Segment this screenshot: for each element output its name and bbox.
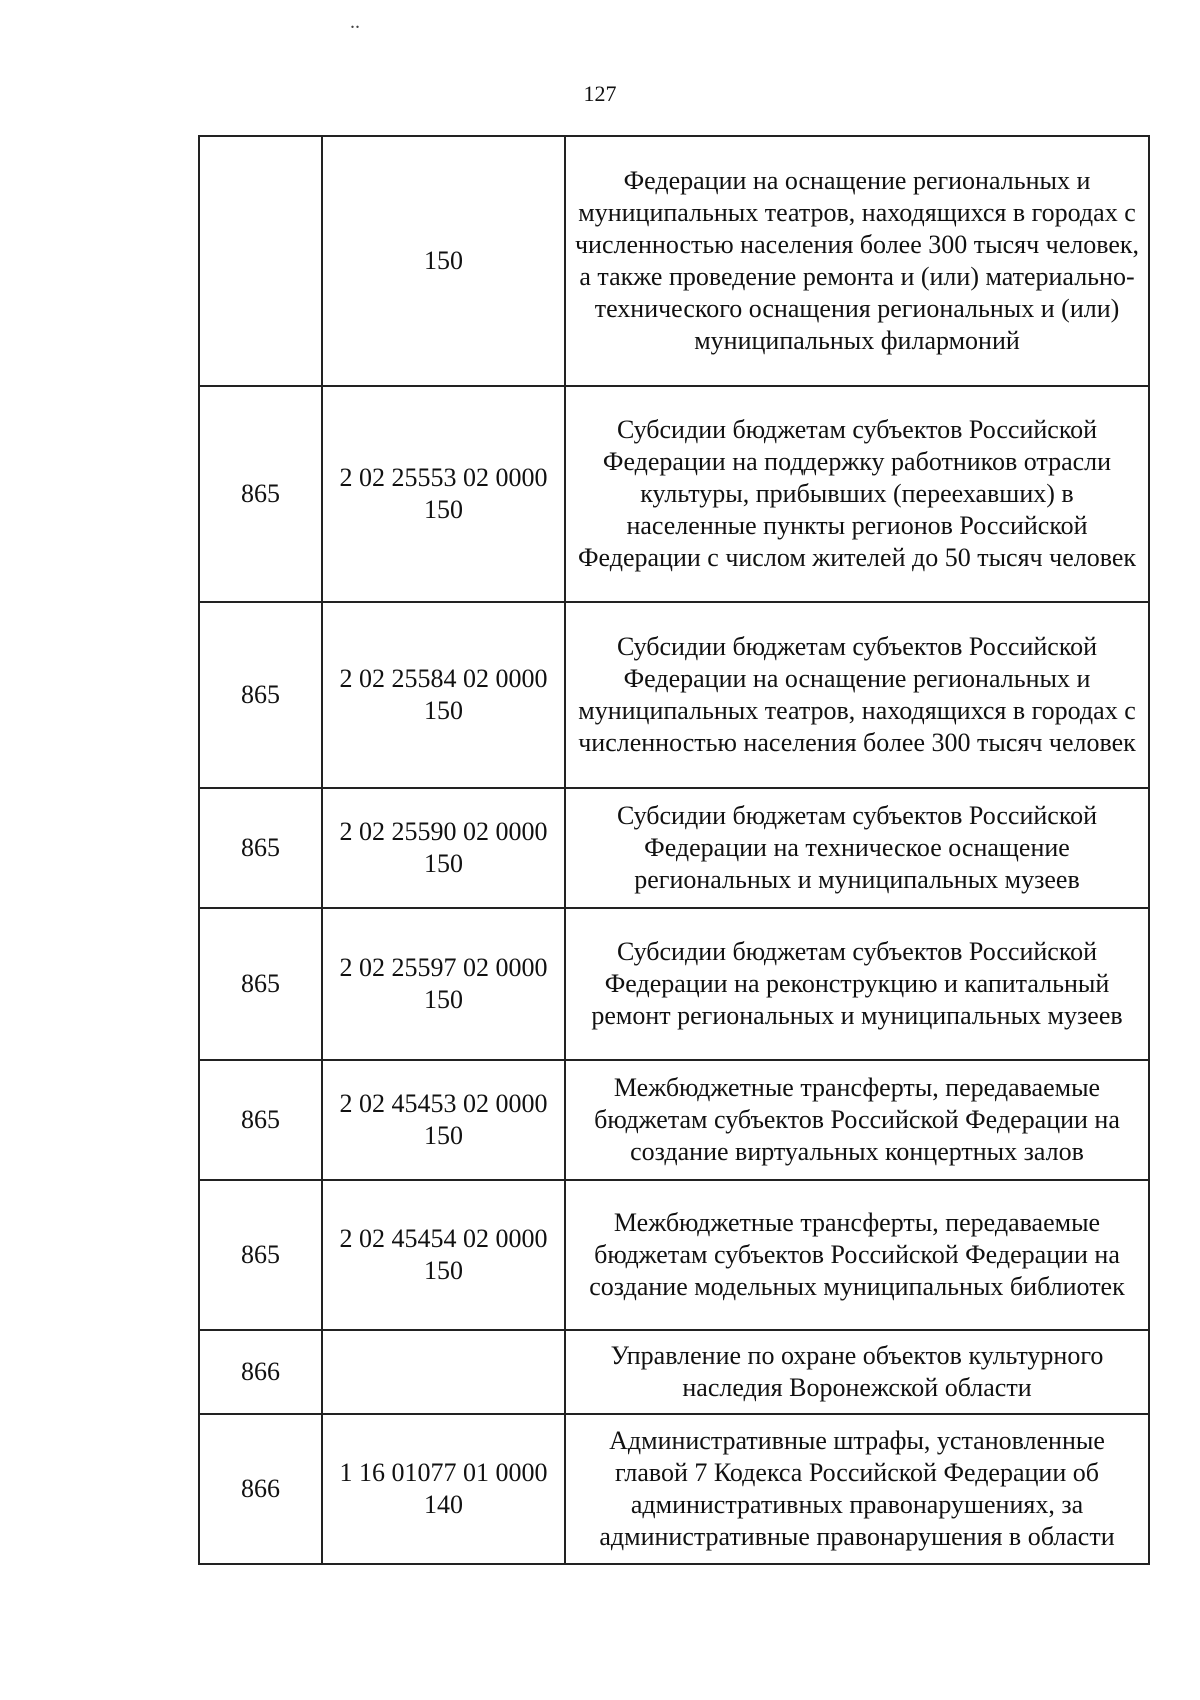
admin-code-cell: 865 <box>199 1060 322 1180</box>
table-row <box>199 788 1149 908</box>
budget-code-cell: 2 02 25584 02 0000 150 <box>322 602 565 788</box>
description-cell: Субсидии бюджетам субъектов Российской Федерации на поддержку работников отрасли культуры, прибывших (переехавших) в населенные пункты регионов Российской Федерации с числом жителей до 50 тысяч человек <box>565 386 1149 602</box>
page-number: 127 <box>583 81 617 106</box>
admin-code-cell <box>199 136 322 386</box>
budget-code-cell: 2 02 45453 02 0000 150 <box>322 1060 565 1180</box>
description-cell: Межбюджетные трансферты, передаваемые бюджетам субъектов Российской Федерации на создание виртуальных концертных залов <box>565 1060 1149 1180</box>
admin-code-cell: 865 <box>199 602 322 788</box>
admin-code-cell: 865 <box>199 788 322 908</box>
table-row <box>199 136 1149 386</box>
description-cell: Субсидии бюджетам субъектов Российской Федерации на оснащение региональных и муниципальных театров, находящихся в городах с численностью населения более 300 тысяч человек <box>565 602 1149 788</box>
table-row <box>199 1414 1149 1564</box>
budget-code-cell: 150 <box>322 136 565 386</box>
table-row <box>199 1180 1149 1330</box>
admin-code-cell: 865 <box>199 1180 322 1330</box>
table-row <box>199 602 1149 788</box>
table-row <box>199 386 1149 602</box>
table-row <box>199 1330 1149 1414</box>
budget-code-cell: 2 02 25590 02 0000 150 <box>322 788 565 908</box>
description-cell: Федерации на оснащение региональных и муниципальных театров, находящихся в городах с численностью населения более 300 тысяч человек, а также проведение ремонта и (или) материально-технического оснащения региональных и (или) муниципальных филармоний <box>565 136 1149 386</box>
budget-code-cell: 2 02 45454 02 0000 150 <box>322 1180 565 1330</box>
description-cell: Субсидии бюджетам субъектов Российской Федерации на техническое оснащение региональных и муниципальных музеев <box>565 788 1149 908</box>
scan-mark: .. <box>350 11 360 33</box>
description-cell: Управление по охране объектов культурного наследия Воронежской области <box>565 1330 1149 1414</box>
admin-code-cell: 865 <box>199 386 322 602</box>
description-cell: Межбюджетные трансферты, передаваемые бюджетам субъектов Российской Федерации на создание модельных муниципальных библиотек <box>565 1180 1149 1330</box>
table-row <box>199 908 1149 1060</box>
admin-code-cell: 866 <box>199 1330 322 1414</box>
description-cell: Административные штрафы, установленные главой 7 Кодекса Российской Федерации об административных правонарушениях, за административные правонарушения в области <box>565 1414 1149 1564</box>
budget-code-cell: 1 16 01077 01 0000 140 <box>322 1414 565 1564</box>
description-cell: Субсидии бюджетам субъектов Российской Федерации на реконструкцию и капитальный ремонт региональных и муниципальных музеев <box>565 908 1149 1060</box>
budget-codes-table <box>198 135 1150 1565</box>
budget-code-cell <box>322 1330 565 1414</box>
table-row <box>199 1060 1149 1180</box>
budget-code-cell: 2 02 25597 02 0000 150 <box>322 908 565 1060</box>
admin-code-cell: 865 <box>199 908 322 1060</box>
admin-code-cell: 866 <box>199 1414 322 1564</box>
budget-code-cell: 2 02 25553 02 0000 150 <box>322 386 565 602</box>
